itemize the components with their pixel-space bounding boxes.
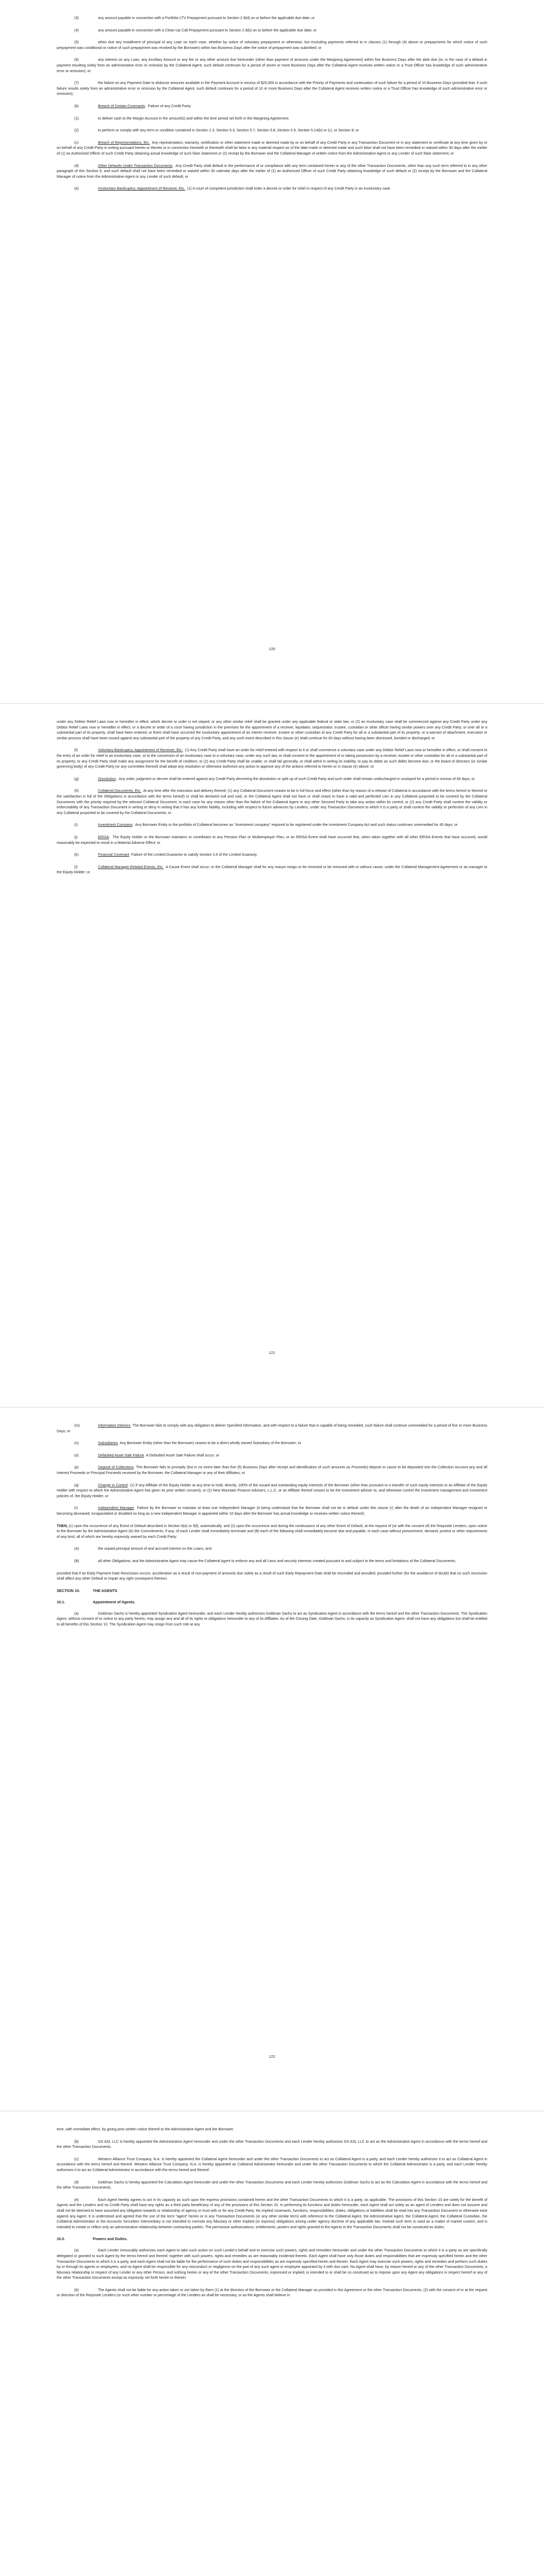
clause-heading: Investment Company [98, 823, 133, 827]
subsection-heading-number: 10.2. [57, 2236, 65, 2242]
clause-number: (a) [74, 2248, 79, 2253]
clause-heading: Change in Control [98, 1483, 128, 1487]
paragraph [57, 776, 487, 782]
clause-number: (3) [74, 16, 79, 20]
page-number: 122 [269, 2054, 275, 2059]
clause-text: any amount payable in connection with a Clean-Up Call Prepayment pursuant to Section 2.9(b) on or before the applicable due date; or [98, 28, 317, 32]
clause-text: A Defaulted Asset Sale Failure shall occur; or [144, 1453, 220, 1458]
clause-text: . Any order, judgment or decree shall be entered against any Credit Party decreeing the dissolution or split up of such Credit Party and such order shall remain undischarged or unstayed for a period in excess of 60 days; or [116, 776, 475, 781]
clause-number: (4) [74, 28, 79, 32]
section-heading-number: SECTION 10. [57, 1588, 80, 1593]
clause-text: Failure by the Borrower to maintain at least one Independent Manager (it being understood that the Borrower shall not be in default under this clause (r) after the death of an Independent Manager resigned or becoming deceased, incapacitated or disabled so long as a new Independent Manager is appointed within 10 days after the Borrower has actual knowledge or receives written notice thereof); [57, 1506, 488, 1516]
paragraph [57, 186, 487, 192]
clause-heading: Breach of Representations, Etc. [98, 140, 150, 145]
clause-number: (p) [74, 1465, 79, 1470]
clause-number: (b) [74, 104, 79, 108]
clause-text: (1) upon the occurrence of any Event of Default described in Section 9(e) or 9(f), automatically, and (2) upon the occurrence and during the continuance of any other Event of Default, at the request of (or with the consent of) the Requisite Lenders, upon notice to the Borrower by the Administrative Agent (A) the Commitments, if any, of each Lender shall immediately terminate and (B) each of the following shall immediately become due and payable, in each case without presentment, demand, protest or other requirements of any kind, all of which are hereby expressly waived by each Credit Party: [57, 1523, 488, 1539]
clause-text: Each Agent hereby agrees to act in its capacity as such upon the express provisions contained herein and the other Transaction Documents to which it is a party, as applicable. The provisions of this Section 10 are solely for the benefit of Agents and the Lenders and no Credit Party shall have any rights as a third party beneficiary of any of the provisions of this Section 10. In performing its functions and duties hereunder, each Agent shall act solely as an agent of Lenders and does not assume and shall not be deemed to have assumed any obligation towards or relationship of agency or trust with or for any Credit Party. No implied covenants, functions, responsibilities, duties, obligations or liabilities shall be read into any Transaction Document or otherwise exist against any Agent. It is understood and agreed that the use of the term "agent" herein or in any Transaction Documents (or any other similar term) with reference to the Collateral Agent, the Administrative Agent, the Collateral Agent, the Collateral Custodian, the Collateral Administrator or the Accounts Securities Intermediary is not intended to connote any fiduciary or other implied (or express) obligations arising under agency doctrine of any applicable law. Instead such term is used as a matter of market custom, and is intended to create or reflect only an administrative relationship between contracting parties. The permissive authorizations, entitlements, powers and rights granted to the Agents in the Transaction Documents shall not be construed as duties. [57, 2197, 488, 2229]
clause-heading: Voluntary Bankruptcy; Appointment of Receiver, Etc. [98, 748, 183, 753]
document-page [0, 2111, 544, 2576]
clause-number: (c) [74, 140, 79, 145]
clause-text: . Any Borrower Entity or the portfolio of Collateral becomes an "investment company" required to be registered under the Investment Company Act and such status continues unremedied for 45 days; or [132, 823, 458, 827]
clause-number: (l) [74, 865, 78, 869]
page-body [57, 15, 487, 198]
clause-text: . Failure of any Credit Party: [145, 104, 192, 108]
clause-number: (5) [74, 40, 79, 45]
page-number: 120 [269, 647, 275, 651]
clause-heading: Deposit of Collections [98, 1465, 134, 1470]
clause-text: Goldman Sachs is hereby appointed Syndication Agent hereunder, and each Lender hereby authorizes Goldman Sachs to act as Syndication Agent in accordance with the terms hereof and the other Transaction Documents. The Syndication Agent, without consent of or notice to any party hereto, may assign any and all of its rights or obligations hereunder to any of its Affiliates. As of the Closing Date, Goldman Sachs, in its capacity as Syndication Agent, shall not have any obligations but shall be entitled to all benefits of this Section 10. The Syndication Agent may resign from such role at any [57, 1611, 488, 1626]
clause-text: Each Lender irrevocably authorizes each Agent to take such action on such Lender's behalf and to exercise such powers, rights and remedies hereunder and under the other Transaction Documents to which it is a party as are specifically delegated or granted to such Agent by the terms hereof and thereof, together with such powers, rights and remedies as are reasonably incidental thereto. Each Agent shall have only those duties and responsibilities that are expressly specified herein and the other Transaction Documents to which it is a party, and each Agent shall not be liable for the performance of such duties and responsibilities as are expressly specified herein and therein. Each Agent may exercise such powers, rights and remedies and perform such duties by or through its agents or employees, and no Agent shall be responsible for any misconduct or negligence on the part of any such agent or employee appointed by it with due care. No Agent shall have, by reason hereof or any of the other Transaction Documents, a fiduciary relationship in respect of any Lender or any other Person; and nothing herein or any of the other Transaction Documents, expressed or implied, is intended to or shall be so construed as to impose upon any Agent any obligations in respect hereof or any of the other Transaction Documents except as expressly set forth herein or therein. [57, 2248, 488, 2280]
page-body [57, 2127, 487, 2305]
clause-number: (m) [74, 1423, 80, 1428]
paragraph [57, 104, 487, 109]
clause-number: (b) [74, 2139, 79, 2144]
clause-heading: Involuntary Bankruptcy; Appointment of Receiver, Etc. [98, 187, 186, 191]
clause-heading: Defaulted Asset Sale Failure [98, 1453, 144, 1458]
subsection-heading-number: 10.1. [57, 1599, 65, 1604]
paragraph [57, 1571, 487, 1582]
paragraph [57, 40, 487, 50]
clause-text: the unpaid principal amount of and accrued interest on the Loans, and [98, 1547, 212, 1551]
clause-text: when due any installment of principal of any Loan on each case, whether by notice of voluntary prepayment or otherwise, but excluding payments referred to in clauses (1) through (4) above or prepayments for which notice of such prepayment was conditional or notice of such prepayment was revoked by the Borrower) within two Business Days after the notice of prepayment was submitted; or [57, 40, 488, 50]
clause-number: (r) [74, 1506, 78, 1511]
paragraph [57, 1558, 487, 1564]
clause-text: any interest on any Loan, any Ancillary Amount or any fee or any other amount due hereunder (other than payment of amounts under the Margining Agreement) within five Business Days after the date due (or, in the case of a default in payment resulting solely from an administrative error or omission by the Collateral Agent, such default continues for a period of seven or more Business Days after the Collateral Agent receives written notice or a Trust Officer has knowledge of such administrative error or omission); or [57, 58, 488, 73]
clause-number: (A) [74, 1547, 79, 1551]
paragraph [57, 1546, 487, 1552]
clause-text: to deliver cash to the Margin Account in the amount(s) and within the time period set forth in the Margining Agreement; [98, 116, 289, 121]
paragraph [57, 57, 487, 74]
clause-number: (1) [74, 116, 79, 121]
clause-number: (o) [74, 1453, 79, 1458]
paragraph [57, 2248, 487, 2281]
subsection-heading [57, 1600, 487, 1604]
clause-number: (d) [74, 163, 79, 168]
page-body [57, 1423, 487, 1634]
clause-number: (k) [74, 853, 79, 857]
clause-number: (B) [74, 1558, 79, 1563]
page-number: 121 [269, 1350, 275, 1355]
clause-text: the failure on any Payment Date to disburse amounts available in the Payment Account in excess of $25,000 in accordance with the Priority of Payments and continuation of such failure for a period of 10 Business Days (provided that, if such failure results solely from an administrative error or omission by the Collateral Agent, such default continues for a period of 10 or more Business Days after the Collateral Agent receives written notice or a Trust Officer has knowledge of such administrative error or omission); [57, 81, 488, 96]
clause-text: Any representation, warranty, certification or other statement made or deemed made by or on behalf of any Credit Party in any Transaction Document or in any statement or certificate at any time given by or on behalf of any Credit Party in writing pursuant hereto or thereto or in connection herewith or therewith shall be false in any material respect as of the date made or deemed made and such false shall not have been remedied or waived within 30 days after the earlier of (1) an Authorized Officer of such Credit Party obtaining actual knowledge of such false statement or (2) receipt by the Borrower and the Collateral Manager of written notice from the Administrative Agent or any Lender of such false statement; or [57, 140, 488, 156]
clause-number: (e) [74, 2197, 79, 2202]
clause-number: (7) [74, 81, 79, 86]
paragraph [57, 116, 487, 122]
document-page [0, 1408, 544, 2111]
clause-text: . The Equity Holder or the Borrower maintains or contributes to any Pension Plan or Multiemployer Plan; or an ERISA Event shall have occurred that, when taken together with all other ERISA Events that have occurred, would reasonably be expected to result in a Material Adverse Effect; or [57, 835, 488, 845]
paragraph [57, 1523, 487, 1540]
paragraph [57, 1453, 487, 1459]
clause-number: (q) [74, 1483, 79, 1487]
clause-number: (a) [74, 1611, 79, 1616]
clause-text: time, with immediate effect, by giving prior written notice thereof to the Administrative Agent and the Borrower. [57, 2127, 234, 2131]
paragraph [57, 28, 487, 33]
clause-text: any amount payable in connection with a Portfolio LTV Prepayment pursuant to Section 2.9(d) on or before the applicable due date; or [98, 16, 315, 20]
clause-number: (2) [74, 128, 79, 133]
clause-text: The Borrower fails to promptly (but in no event later than five (5) Business Days after receipt and identification of such amounts as Proceeds) deposit or cause to be deposited into the Collection Account any and all Interest Proceeds or Principal Proceeds received by the Borrower, the Collateral Manager or any of their Affiliates; or [57, 1465, 488, 1475]
clause-heading: Collateral Manager-Related Events, Etc. [98, 865, 164, 869]
page-body [57, 719, 487, 882]
paragraph [57, 835, 487, 845]
clause-number: (f) [74, 748, 78, 753]
clause-heading: Subsidiaries [98, 1441, 118, 1446]
paragraph [57, 852, 487, 858]
clause-text: provided that if an Early Payment Date Rescission occurs, acceleration as a result of non-payment of amounts due solely as a result of such Early Repayment Date shall be rescinded and annulled; provided further (for the avoidance of doubt) that no such rescission shall affect any other Default or impair any right consequent thereon. [57, 1571, 488, 1581]
paragraph [57, 2139, 487, 2150]
clause-heading: Independent Manager [98, 1506, 135, 1511]
clause-text: Failure of the Limited Guarantor to satisfy Section 3.4 of the Limited Guaranty. [129, 853, 258, 857]
paragraph [57, 2127, 487, 2132]
clause-text: under any Debtor Relief Laws now or hereafter in effect, which decree or order is not stayed; or any other similar relief shall be granted under any applicable federal or state law; or (2) an involuntary case shall be commenced against any Credit Party under any Debtor Relief Laws now or hereafter in effect; or a decree or order of a court having jurisdiction in the premises for the appointment of a receiver, liquidator, sequestrator, trustee, custodian or other officer having similar powers over any Credit Party, or over all or a substantial part of its property, shall have been entered; or there shall have occurred the involuntary appointment of an interim receiver, trustee or other custodian of any Credit Party for all or a substantial part of its property; or a warrant of attachment, execution or similar process shall have been issued against any substantial part of the property of any Credit Party, and any such event described in this clause (e) shall continue for 60 days without having been dismissed, bonded or discharged; or [57, 720, 488, 740]
clause-heading: Breach of Certain Covenants [98, 104, 145, 108]
clause-text: (1) A court of competent jurisdiction shall enter a decree or order for relief in respect of any Credit Party in an involuntary case [185, 187, 390, 191]
paragraph [57, 1505, 487, 1516]
clause-text: to perform or comply with any term or condition contained in Section 2.3, Section 5.3, Section 5.7, Section 5.8, Section 5.9, Section 5.14(b) or (c), or Section 8; or [98, 128, 359, 133]
clause-number: (6) [74, 58, 79, 62]
clause-heading: Financial Covenant [98, 853, 129, 857]
paragraph [57, 1423, 487, 1434]
clause-text: The Borrower fails to comply with any obligation to deliver Specified Information, and with respect to a failure that is capable of being remedied, such failure shall continue unremedied for a period of five or more Business Days; or [57, 1423, 488, 1433]
paragraph [57, 128, 487, 133]
clause-text: (1) If any Affiliate of the Equity Holder at any time to hold, directly, 100% of the issued and outstanding equity interests of the Borrower (other than pursuant to a transfer of such equity interests to an Affiliate of the Equity Holder with respect to which the Administrative Agent has given its prior written consent), or (2) New Mountain Finance Advisers, L.L.C. or an Affiliate thereof ceases to be the investment adviser to, and otherwise control the investment management and investment policies of, the Equity Holder; or [57, 1483, 488, 1498]
clause-heading: Other Defaults Under Transaction Documents [98, 163, 173, 168]
paragraph [57, 748, 487, 769]
paragraph [57, 788, 487, 816]
section-heading [57, 1588, 487, 1593]
paragraph [57, 1483, 487, 1499]
clause-text: (1) Any Credit Party shall have an order for relief entered with respect to it or shall commence a voluntary case under any Debtor Relief Laws now or hereafter in effect, or shall consent to the entry of an order for relief in an involuntary case, or to the conversion of an involuntary case to a voluntary case, under any such law, or shall consent to the appointment of or taking possession by a receiver, trustee or other custodian for all or a substantial part of its property; or any Credit Party shall make any assignment for the benefit of creditors; or (2) any Credit Party shall be unable, or shall fail generally, or shall admit in writing its inability, to pay its debts as such debts become due; or the board of directors (or similar governing body) of any Credit Party (or any committee thereof) shall adopt any resolution or otherwise authorize any action to approve any of the actions referred to herein or in clause (e) above; or [57, 748, 488, 769]
clause-number: (j) [74, 835, 78, 839]
paragraph [57, 2180, 487, 2191]
paragraph [57, 865, 487, 875]
clause-text: GS ASL LLC is hereby appointed the Administrative Agent hereunder and under the other Transaction Documents and each Lender hereby authorizes GS ASL LLC to act as the Administrative Agent in accordance with the terms hereof and the other Transaction Documents. [57, 2139, 488, 2149]
clause-text: all other Obligations; and the Administrative Agent may cause the Collateral Agent to enforce any and all Liens and security interests created pursuant to and subject to the terms and limitations of the Collateral Documents; [98, 1558, 456, 1563]
clause-text: Any Borrower Entity (other than the Borrower) ceases to be a direct wholly owned Subsidiary of the Borrower; or [118, 1441, 301, 1446]
paragraph [57, 163, 487, 180]
clause-number: (e) [74, 187, 79, 191]
paragraph [57, 2287, 487, 2298]
clause-number: (h) [74, 789, 79, 793]
clause-heading: Dissolution [98, 776, 116, 781]
clause-number: (g) [74, 776, 79, 781]
clause-text: Goldman Sachs is hereby appointed the Calculation Agent hereunder and under the other Transaction Documents and each Lender hereby authorizes Goldman Sachs to act as the Calculation Agent in accordance with the terms hereof and the other Transaction Documents. [57, 2180, 488, 2190]
paragraph [57, 15, 487, 21]
paragraph [57, 719, 487, 741]
paragraph [57, 2157, 487, 2173]
subsection-heading [57, 2236, 487, 2241]
clause-heading: ERISA [98, 835, 109, 839]
document-page [0, 704, 544, 1407]
clause-text: At any time after the execution and delivery thereof, (1) any Collateral Document ceases to be in full force and effect (other than by reason of a release of Collateral in accordance with the terms hereof or thereof or the satisfaction in full of the Obligations in accordance with the terms hereof) or shall be declared null and void, or the Collateral Agent shall not have or shall cease to have a valid and perfected Lien in any Collateral purported to be covered by the Collateral Documents with the priority required by the relevant Collateral Document, in each case for any reason other than the failure of the Collateral Agent or any other Secured Party to take any action within its control; or (2) any Credit Party shall contest the validity or enforceability of any Transaction Document in writing or deny in writing that it has any further liability, including with respect to future advances by Lenders, under any Transaction Document to which it is a party or shall contest the validity or perfection of any Lien in any Collateral purported to be covered by the Collateral Documents; or [57, 789, 488, 815]
clause-number: (d) [74, 2180, 79, 2184]
clause-lead: THEN, [57, 1523, 68, 1528]
subsection-heading-title: Powers and Duties. [93, 2236, 128, 2242]
clause-heading: Information Delivery [98, 1423, 131, 1428]
paragraph [57, 2197, 487, 2230]
clause-number: (i) [74, 823, 78, 827]
paragraph [57, 1440, 487, 1446]
paragraph [57, 140, 487, 157]
paragraph [57, 822, 487, 828]
clause-text: Western Alliance Trust Company, N.A. is hereby appointed the Collateral Agent hereunder and under the other Transaction Documents to act as Collateral Agent is a party, and each Lender hereby authorizes it to act as Collateral Agent in accordance with the terms hereof and thereof. Western Alliance Trust Company, N.A. is hereby appointed as Collateral Administrator hereunder and under the other Transaction Documents to which the Collateral Administrator is a party, and each Lender hereby authorizes it to act as Collateral Administrator in accordance with the terms hereof and thereof. [57, 2157, 488, 2172]
clause-number: (c) [74, 2157, 79, 2161]
clause-heading: Collateral Documents, Etc. [98, 789, 141, 793]
section-heading-title: THE AGENTS [93, 1588, 118, 1593]
clause-number: (b) [74, 2287, 79, 2292]
clause-number: (n) [74, 1441, 79, 1446]
paragraph [57, 80, 487, 97]
paragraph [57, 1611, 487, 1628]
document-page [0, 0, 544, 703]
subsection-heading-title: Appointment of Agents. [93, 1599, 136, 1604]
clause-text: A Cause Event shall occur; or the Collateral Manager shall for any reason resign or be removed or be removed with or without cause, under the Collateral Management Agreement or as manager to the Equity Holder; or [57, 865, 488, 875]
clause-text: The Agents shall not be liable for any action taken or not taken by them (1) at the direction of the Borrower or the Collateral Manager as provided in this Agreement or the other Transaction Documents, (2) with the consent of or at the request or direction of the Requisite Lenders (or such other number or percentage of the Lenders as shall be necessary, or as the Agents shall believe in [57, 2287, 488, 2298]
clause-text: . Any Credit Party shall default in the performance of or compliance with any term contained herein or any of the other Transaction Documents, other than any such term referred to in any other paragraph of this Section 9, and such default shall not have been remedied or waived within 30 calendar days after the earlier of (1) an Authorized Officer of such Credit Party obtaining knowledge of such default or (2) receipt by the Borrower and the Collateral Manager of notice from the Administrative Agent or any Lender of such default; or [57, 163, 488, 179]
paragraph [57, 1465, 487, 1476]
